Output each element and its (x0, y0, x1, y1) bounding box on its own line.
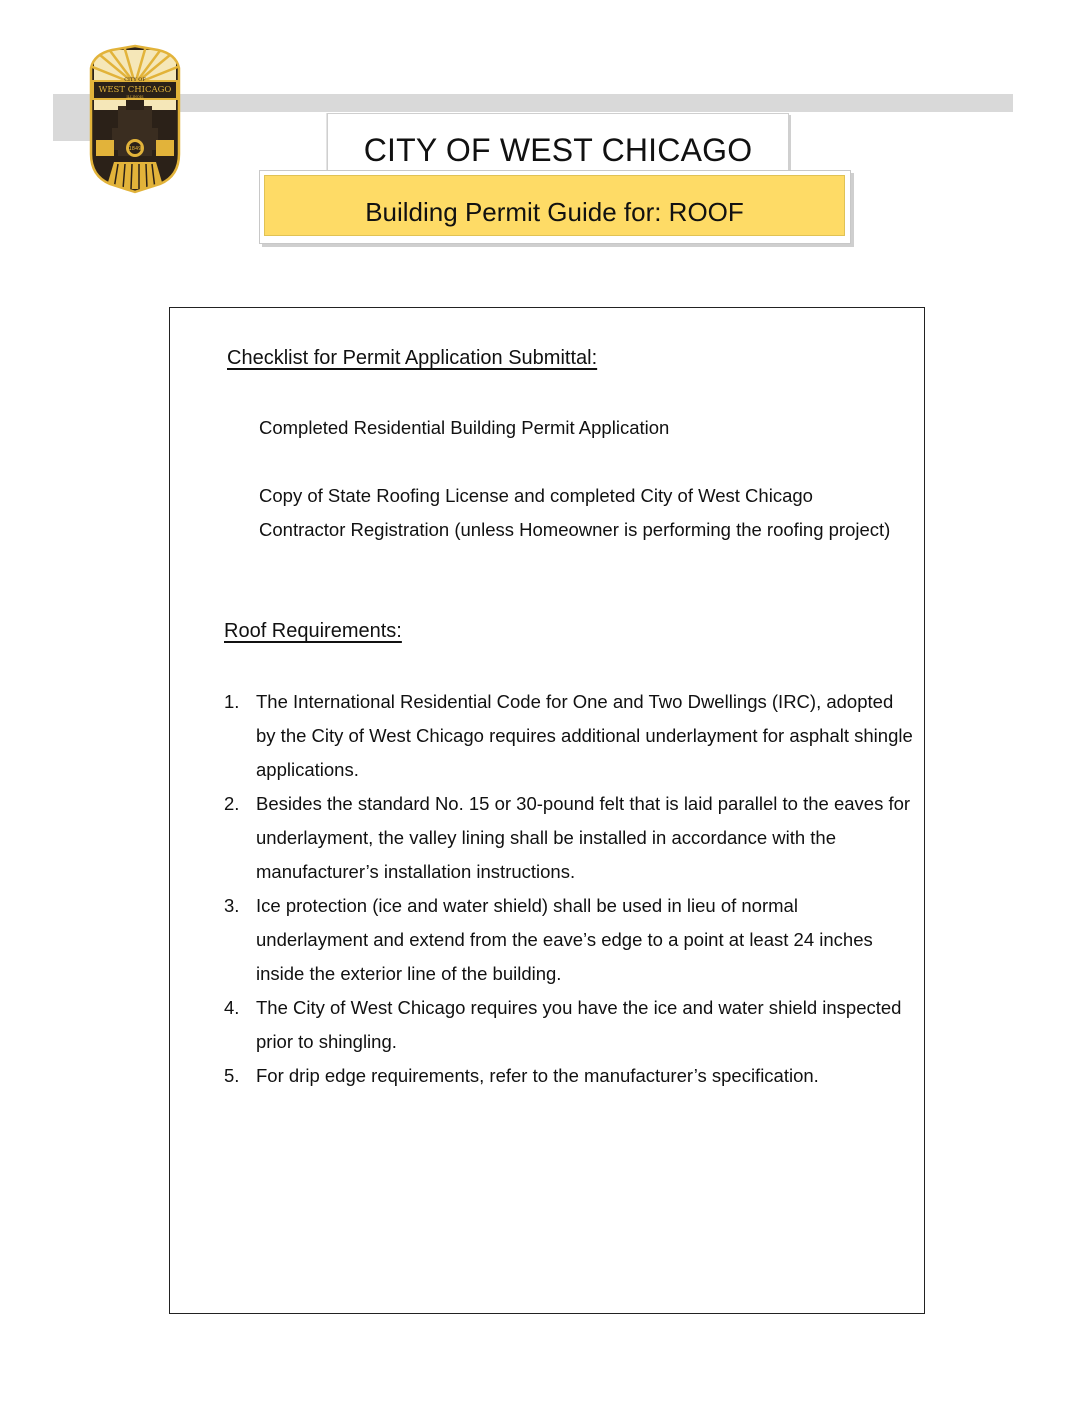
permit-title: Building Permit Guide for: ROOF (365, 197, 744, 227)
list-item-number: 4. (224, 997, 240, 1018)
city-title: CITY OF WEST CHICAGO (363, 132, 753, 168)
list-item-text: Ice protection (ice and water shield) shall be used in lieu of normal underlayment and extend from the eave’s edge to a point at least 24 inches inside the exterior line of the building. (256, 895, 873, 984)
list-item-text: The International Residential Code for One and Two Dwellings (IRC), adopted by the City of West Chicago requires additional underlayment for asphalt shingle applications. (256, 691, 913, 780)
permit-title-highlight (264, 175, 845, 236)
list-item-text: Besides the standard No. 15 or 30-pound felt that is laid parallel to the eaves for underlayment, the valley lining shall be installed in accordance with the manufacturer’s installation instructions. (256, 793, 911, 882)
list-item-number: 5. (224, 1065, 240, 1086)
list-item (224, 685, 914, 787)
list-item-number: 1. (224, 691, 240, 712)
list-item-number: 2. (224, 793, 240, 814)
list-item-text: For drip edge requirements, refer to the manufacturer’s specification. (256, 1065, 819, 1086)
logo-main-text: WEST CHICAGO (98, 85, 172, 95)
list-item (224, 1059, 914, 1093)
list-item (224, 787, 914, 889)
requirements-list (224, 685, 914, 1093)
requirements-heading: Roof Requirements: (224, 620, 402, 642)
logo-bottom-text: ILLINOIS (126, 95, 144, 99)
list-item-number: 3. (224, 895, 240, 916)
checklist-heading: Checklist for Permit Application Submittal: (227, 347, 598, 369)
checklist-item: Copy of State Roofing License and completed City of West Chicago Contractor Registration (unless Homeowner is performing the roofing project) (259, 485, 891, 540)
list-item (224, 991, 914, 1059)
permit-title-box (259, 170, 851, 244)
city-seal-logo (88, 44, 182, 194)
header-gray-band (53, 94, 1013, 112)
list-item (224, 889, 914, 991)
logo-year: 1849 (128, 146, 142, 152)
checklist-item: Completed Residential Building Permit Application (259, 417, 670, 438)
logo-top-text: CITY OF (124, 77, 146, 83)
list-item-text: The City of West Chicago requires you have the ice and water shield inspected prior to shingling. (256, 997, 902, 1052)
